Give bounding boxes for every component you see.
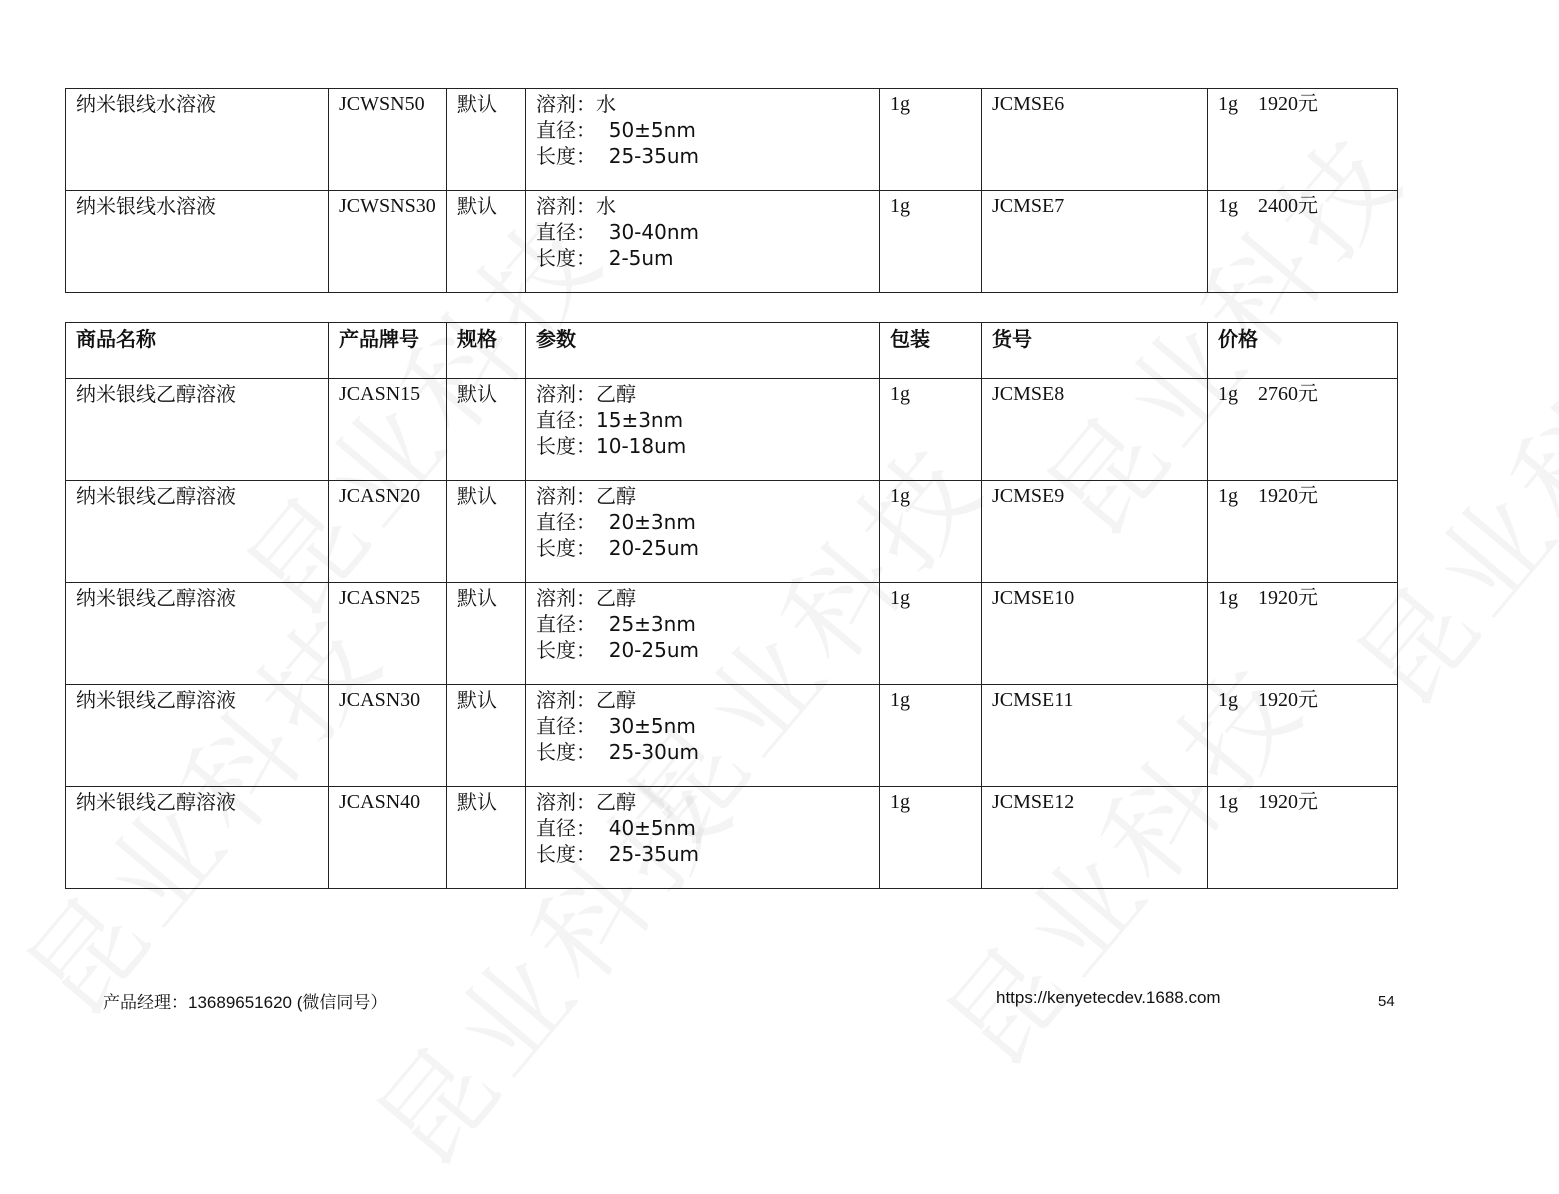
cell-brand-code: JCASN30 — [329, 685, 447, 787]
cell-product-name: 纳米银线水溶液 — [66, 89, 329, 191]
cell-params — [526, 481, 880, 583]
cell-pack: 1g — [880, 787, 982, 889]
param-line: 直径： 30±5nm — [536, 714, 696, 738]
cell-params — [526, 685, 880, 787]
cell-brand-code: JCASN20 — [329, 481, 447, 583]
cell-spec: 默认 — [447, 379, 526, 481]
param-line: 溶剂：乙醇 — [536, 484, 636, 508]
cell-pack: 1g — [880, 89, 982, 191]
cell-spec: 默认 — [447, 685, 526, 787]
cell-brand-code: JCWSN50 — [329, 89, 447, 191]
param-line: 溶剂：乙醇 — [536, 790, 636, 814]
cell-pack: 1g — [880, 379, 982, 481]
table-header-row — [66, 323, 1398, 379]
cell-params — [526, 89, 880, 191]
table-row — [66, 583, 1398, 685]
param-line: 溶剂：乙醇 — [536, 688, 636, 712]
table-row — [66, 89, 1398, 191]
param-line: 直径： 40±5nm — [536, 816, 696, 840]
cell-product-name: 纳米银线乙醇溶液 — [66, 787, 329, 889]
cell-brand-code: JCASN40 — [329, 787, 447, 889]
table-row — [66, 685, 1398, 787]
cell-spec: 默认 — [447, 787, 526, 889]
cell-sku: JCMSE8 — [982, 379, 1208, 481]
cell-price: 1g 2760元 — [1208, 379, 1398, 481]
cell-pack: 1g — [880, 583, 982, 685]
cell-product-name: 纳米银线乙醇溶液 — [66, 583, 329, 685]
header-sku: 货号 — [982, 323, 1208, 379]
header-product-name: 商品名称 — [66, 323, 329, 379]
header-price: 价格 — [1208, 323, 1398, 379]
param-line: 直径： 20±3nm — [536, 510, 696, 534]
header-params: 参数 — [526, 323, 880, 379]
header-spec: 规格 — [447, 323, 526, 379]
cell-brand-code: JCWSNS30 — [329, 191, 447, 293]
cell-price: 1g 1920元 — [1208, 685, 1398, 787]
cell-params — [526, 583, 880, 685]
cell-price: 1g 1920元 — [1208, 89, 1398, 191]
cell-pack: 1g — [880, 685, 982, 787]
param-line: 长度： 20-25um — [536, 536, 699, 560]
param-line: 溶剂：乙醇 — [536, 382, 636, 406]
table-row — [66, 191, 1398, 293]
cell-spec: 默认 — [447, 481, 526, 583]
param-line: 直径：15±3nm — [536, 408, 684, 432]
param-line: 长度： 20-25um — [536, 638, 699, 662]
cell-price: 1g 1920元 — [1208, 787, 1398, 889]
cell-spec: 默认 — [447, 583, 526, 685]
param-line: 长度： 2-5um — [536, 246, 674, 270]
cell-price: 1g 2400元 — [1208, 191, 1398, 293]
cell-params — [526, 787, 880, 889]
cell-sku: JCMSE9 — [982, 481, 1208, 583]
table-row — [66, 481, 1398, 583]
param-line: 溶剂：乙醇 — [536, 586, 636, 610]
param-line: 溶剂：水 — [536, 194, 616, 218]
cell-brand-code: JCASN25 — [329, 583, 447, 685]
table-row — [66, 787, 1398, 889]
cell-product-name: 纳米银线水溶液 — [66, 191, 329, 293]
cell-params — [526, 379, 880, 481]
cell-spec: 默认 — [447, 191, 526, 293]
page-number: 54 — [1378, 993, 1395, 1010]
param-line: 溶剂：水 — [536, 92, 616, 116]
cell-product-name: 纳米银线乙醇溶液 — [66, 685, 329, 787]
cell-pack: 1g — [880, 191, 982, 293]
param-line: 直径： 30-40nm — [536, 220, 699, 244]
cell-price: 1g 1920元 — [1208, 583, 1398, 685]
header-brand: 产品牌号 — [329, 323, 447, 379]
cell-sku: JCMSE11 — [982, 685, 1208, 787]
cell-brand-code: JCASN15 — [329, 379, 447, 481]
cell-price: 1g 1920元 — [1208, 481, 1398, 583]
param-line: 长度： 25-35um — [536, 144, 699, 168]
cell-params — [526, 191, 880, 293]
param-line: 长度： 25-30um — [536, 740, 699, 764]
cell-sku: JCMSE6 — [982, 89, 1208, 191]
cell-sku: JCMSE12 — [982, 787, 1208, 889]
param-line: 直径： 50±5nm — [536, 118, 696, 142]
footer-manager: 产品经理：13689651620 (微信同号） — [103, 993, 388, 1012]
cell-sku: JCMSE10 — [982, 583, 1208, 685]
cell-product-name: 纳米银线乙醇溶液 — [66, 481, 329, 583]
footer-url[interactable]: https://kenyetecdev.1688.com — [996, 988, 1221, 1007]
cell-pack: 1g — [880, 481, 982, 583]
param-line: 长度：10-18um — [536, 434, 687, 458]
table-row — [66, 379, 1398, 481]
param-line: 长度： 25-35um — [536, 842, 699, 866]
param-line: 直径： 25±3nm — [536, 612, 696, 636]
product-table-2 — [65, 322, 1398, 889]
cell-sku: JCMSE7 — [982, 191, 1208, 293]
header-pack: 包装 — [880, 323, 982, 379]
cell-spec: 默认 — [447, 89, 526, 191]
product-table-1 — [65, 88, 1398, 293]
cell-product-name: 纳米银线乙醇溶液 — [66, 379, 329, 481]
